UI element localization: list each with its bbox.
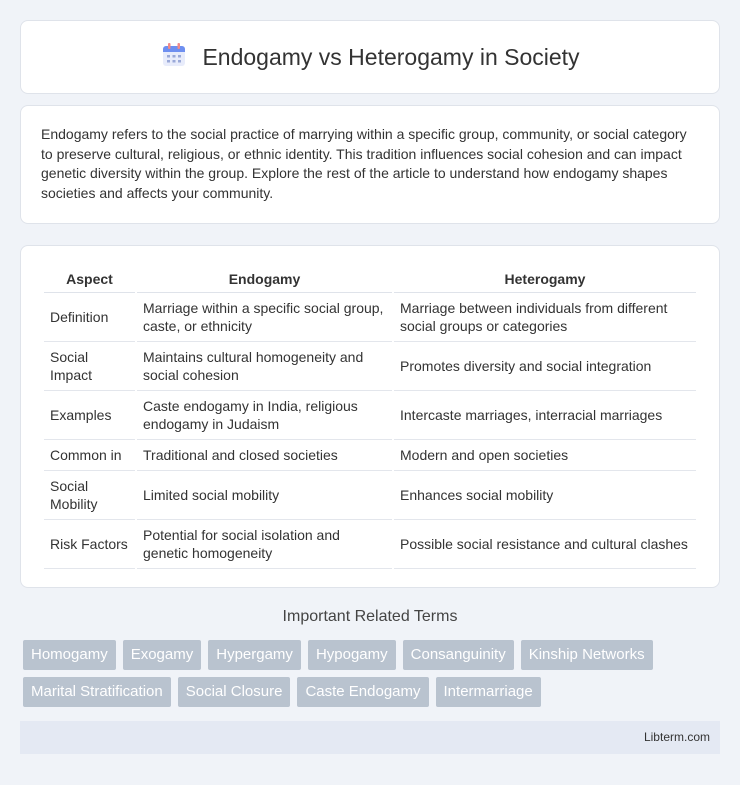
title-card xyxy=(20,20,720,94)
heterogamy-cell: Enhances social mobility xyxy=(394,471,696,520)
column-header-aspect: Aspect xyxy=(44,266,135,293)
comparison-card xyxy=(20,245,720,588)
tag-kinship-networks[interactable]: Kinship Networks xyxy=(521,640,653,670)
tag-homogamy[interactable]: Homogamy xyxy=(23,640,116,670)
table-row xyxy=(44,391,696,440)
footer-link[interactable]: Libterm.com xyxy=(643,730,710,744)
tag-hypogamy[interactable]: Hypogamy xyxy=(308,640,396,670)
table-row xyxy=(44,342,696,391)
row-label: Social Impact xyxy=(44,342,135,391)
endogamy-cell: Maintains cultural homogeneity and social cohesion xyxy=(137,342,392,391)
heterogamy-cell: Intercaste marriages, interracial marriages xyxy=(394,391,696,440)
table-row xyxy=(44,520,696,569)
endogamy-cell: Marriage within a specific social group, caste, or ethnicity xyxy=(137,293,392,342)
heterogamy-cell: Modern and open societies xyxy=(394,440,696,471)
table-row xyxy=(44,293,696,342)
row-label: Risk Factors xyxy=(44,520,135,569)
row-label: Social Mobility xyxy=(44,471,135,520)
tag-intermarriage[interactable]: Intermarriage xyxy=(436,677,541,707)
tag-marital-stratification[interactable]: Marital Stratification xyxy=(23,677,171,707)
row-label: Examples xyxy=(44,391,135,440)
heterogamy-cell: Marriage between individuals from different social groups or categories xyxy=(394,293,696,342)
comparison-table xyxy=(42,266,698,569)
footer xyxy=(20,721,720,754)
tag-hypergamy[interactable]: Hypergamy xyxy=(208,640,301,670)
tag-social-closure[interactable]: Social Closure xyxy=(178,677,291,707)
endogamy-cell: Limited social mobility xyxy=(137,471,392,520)
related-terms-list xyxy=(23,640,723,707)
tag-caste-endogamy[interactable]: Caste Endogamy xyxy=(297,677,428,707)
heterogamy-cell: Possible social resistance and cultural clashes xyxy=(394,520,696,569)
endogamy-cell: Potential for social isolation and genetic homogeneity xyxy=(137,520,392,569)
related-terms-title: Important Related Terms xyxy=(282,608,458,625)
heterogamy-cell: Promotes diversity and social integration xyxy=(394,342,696,391)
endogamy-cell: Caste endogamy in India, religious endogamy in Judaism xyxy=(137,391,392,440)
tag-exogamy[interactable]: Exogamy xyxy=(123,640,202,670)
intro-paragraph: Endogamy refers to the social practice of marrying within a specific group, community, or social category to preserve cultural, religious, or ethnic identity. This tradition influences social cohesion and can impact genetic diversity within the group. Explore the rest of the article to understand how endogamy shapes societies and affects your community. xyxy=(41,126,687,201)
table-row xyxy=(44,440,696,471)
endogamy-cell: Traditional and closed societies xyxy=(137,440,392,471)
page-title: Endogamy vs Heterogamy in Society xyxy=(202,43,580,70)
intro-card xyxy=(20,105,720,224)
column-header-endogamy: Endogamy xyxy=(137,266,392,293)
row-label: Definition xyxy=(44,293,135,342)
row-label: Common in xyxy=(44,440,135,471)
calendar-icon xyxy=(160,41,188,74)
table-row xyxy=(44,471,696,520)
table-header-row xyxy=(44,266,696,293)
tag-consanguinity[interactable]: Consanguinity xyxy=(403,640,514,670)
column-header-heterogamy: Heterogamy xyxy=(394,266,696,293)
